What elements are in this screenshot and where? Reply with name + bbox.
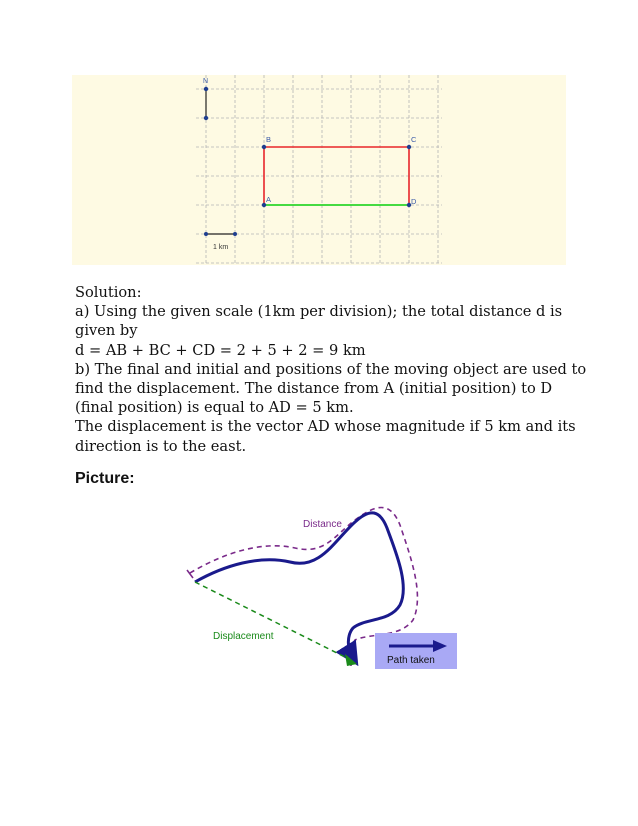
solution-line: b) The final and initial and positions of the moving object are used to bbox=[75, 360, 587, 378]
solution-line: given by bbox=[75, 322, 138, 340]
grid-diagram-svg bbox=[72, 75, 566, 265]
label-b: B bbox=[266, 135, 272, 144]
distance-label: Distance bbox=[303, 519, 342, 530]
label-c: C bbox=[411, 135, 417, 144]
picture-heading: Picture: bbox=[75, 470, 135, 487]
distance-displacement-svg bbox=[175, 500, 465, 680]
solution-line: find the displacement. The distance from A (initial position) to D bbox=[75, 380, 553, 398]
grid-diagram bbox=[72, 75, 566, 265]
scale-label: 1 km bbox=[213, 244, 229, 251]
label-n: N bbox=[203, 78, 209, 85]
label-d: D bbox=[411, 197, 417, 206]
displacement-line bbox=[195, 582, 351, 660]
scale-bar bbox=[204, 232, 237, 236]
displacement-label: Displacement bbox=[213, 631, 274, 642]
distance-displacement-figure bbox=[175, 500, 465, 680]
point-b bbox=[262, 145, 266, 149]
north-indicator bbox=[204, 87, 208, 120]
solution-line: Solution: bbox=[75, 284, 142, 301]
solution-line: direction is to the east. bbox=[75, 437, 247, 455]
legend bbox=[375, 633, 457, 669]
solution-line: (final position) is equal to AD = 5 km. bbox=[75, 399, 354, 417]
point-c bbox=[407, 145, 411, 149]
solution-line: a) Using the given scale (1km per division); the total distance d is bbox=[75, 303, 563, 321]
solution-line: d = AB + BC + CD = 2 + 5 + 2 = 9 km bbox=[75, 341, 366, 359]
solution-line: The displacement is the vector AD whose magnitude if 5 km and its bbox=[75, 418, 576, 436]
legend-label: Path taken bbox=[387, 655, 435, 666]
label-a: A bbox=[266, 195, 272, 204]
solution-text bbox=[75, 283, 587, 456]
grid-lines bbox=[196, 75, 442, 265]
